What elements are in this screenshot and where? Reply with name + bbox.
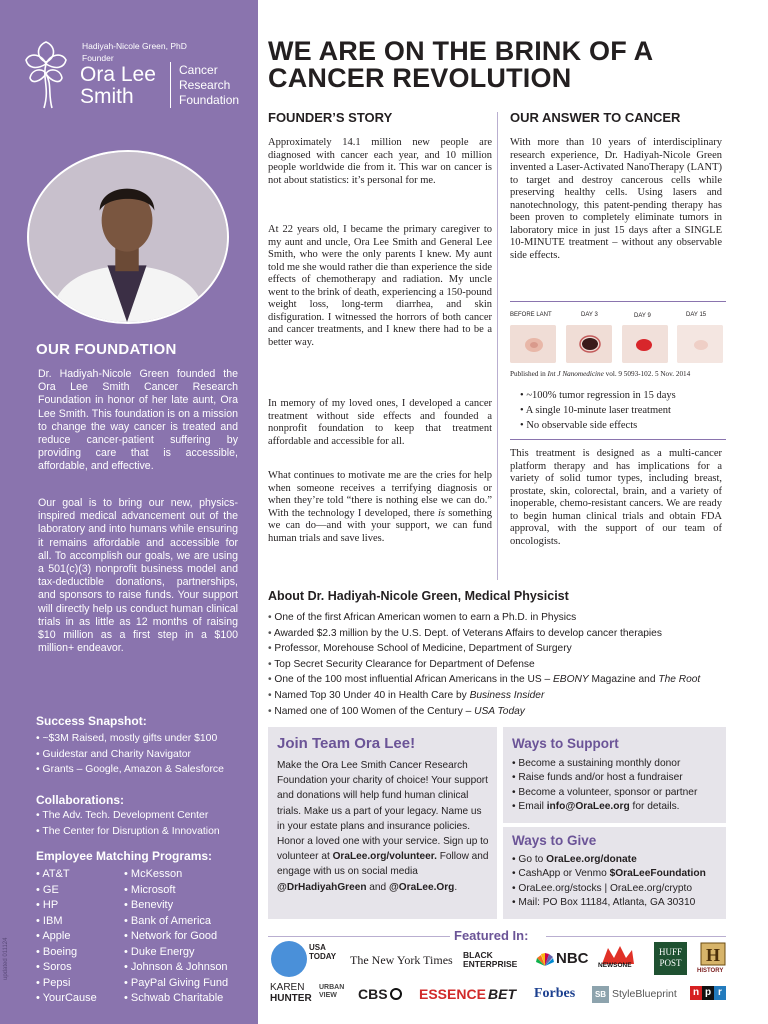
support-item: • Become a volunteer, sponsor or partner [512, 786, 697, 800]
cbs-eye-icon [390, 988, 402, 1000]
matching-item: • IBM [36, 914, 126, 930]
npr-letter-p: p [702, 986, 714, 1000]
photo-label-day15: DAY 15 [686, 312, 707, 318]
foundation-paragraph-2: Our goal is to bring our new, physics-inspired medical advancement out of the laboratory and into humans while ensuring it remains affordable and accessible for all. To accomplish our goals, we are using a 501(c)(3) nonprofit business model and tax-deductible donations, partnerships, and sponsors to raise funds. Your support will directly help us conduct human clinical trials in as little as 12 months of raising $10 million as a first step in a $100 million+ endeavor. [38, 497, 238, 655]
svg-text:H: H [705, 945, 721, 965]
publication-caption [510, 370, 690, 378]
founder-story-paragraph-2: At 22 years old, I became the primary caregiver to my aunt and uncle, Ora Lee Smith and General Lee Smith, who were the only parents I knew. My aunt told me she would rather die than experience the side effects of chemotherapy and radiation. My uncle went to the brink of death, experiencing a 150-pound weight loss, long-term diarrhea, and skin disfiguration. I witnessed the horrors of both cancer and cancer treatments, and I knew there had to be a better way. [268, 224, 492, 348]
matching-item: • HP [36, 898, 126, 914]
ways-give-list [512, 853, 706, 911]
results-list [520, 388, 676, 433]
result-item: • A single 10-minute laser treatment [520, 403, 676, 418]
bet-logo: BET [488, 986, 516, 1002]
give-item: • OraLee.org/stocks | OraLee.org/crypto [512, 882, 706, 896]
about-item: • Professor, Morehouse School of Medicine, Department of Surgery [268, 641, 700, 657]
ways-give-box [503, 827, 726, 919]
about-list [268, 610, 700, 719]
foundation-paragraph-1: Dr. Hadiyah-Nicole Green founded the Ora Lee Smith Cancer Research Foundation in honor of her late aunt, Ora Lee Smith. This foundation is on a mission to change the way cancer is treated and reduce cancer-patient suffering by providing care that is accessible, affordable, and effective. [38, 368, 238, 473]
cbs-logo [358, 986, 402, 1002]
caption-text-a: Published in [510, 370, 548, 378]
about-item7-text: Named one of 100 Women of the Century – [274, 705, 475, 717]
success-item: • ~$3M Raised, mostly gifts under $100 [36, 731, 251, 747]
support-email-link[interactable]: info@OraLee.org [546, 801, 630, 813]
ways-support-heading: Ways to Support [512, 736, 619, 751]
about-item: • Awarded $2.3 million by the U.S. Dept. of Veterans Affairs to develop cancer therapies [268, 626, 700, 642]
join-box [268, 727, 497, 919]
usa-today-word2: TODAY [309, 952, 337, 961]
success-item: • Guidestar and Charity Navigator [36, 747, 251, 763]
join-heading: Join Team Ora Lee! [277, 735, 416, 752]
usa-today-logo-text [309, 943, 336, 961]
black-enterprise-word2: ENTERPRISE [463, 959, 518, 969]
huffpost-word2: POST [659, 958, 682, 968]
founder-role: Founder [82, 53, 114, 63]
collaboration-item: • The Adv. Tech. Development Center [36, 808, 251, 824]
history-wordmark: HISTORY [697, 968, 724, 974]
matching-item: • PayPal Giving Fund [124, 976, 254, 992]
support-item: • Raise funds and/or host a fundraiser [512, 771, 697, 785]
about-item6-business-insider: Business Insider [469, 689, 545, 701]
nbc-peacock-icon [535, 952, 555, 968]
foundation-heading: OUR FOUNDATION [36, 341, 177, 358]
support-item [512, 800, 697, 814]
npr-letter-r: r [714, 986, 726, 1000]
about-item [268, 672, 700, 688]
history-logo [697, 941, 729, 975]
forbes-logo: Forbes [534, 986, 576, 1001]
collaborations-heading: Collaborations: [36, 793, 125, 807]
matching-item: • Soros [36, 960, 126, 976]
history-h-icon [697, 941, 729, 967]
ways-support-list [512, 757, 697, 815]
page-headline [268, 38, 758, 92]
about-item [268, 704, 700, 720]
photo-label-day9: DAY 9 [634, 313, 651, 319]
matching-item: • GE [36, 883, 126, 899]
join-text-b: Follow and engage with us on social media [277, 851, 489, 878]
nbc-logo: NBC [556, 950, 589, 967]
give-item1-text: Go to [518, 854, 547, 865]
headline-line2: CANCER REVOLUTION [268, 63, 572, 93]
karen-hunter-word2: HUNTER [270, 993, 312, 1004]
founder-story-heading: FOUNDER’S STORY [268, 110, 393, 125]
join-text-c: and [366, 881, 389, 893]
sidebar [0, 0, 258, 1024]
about-heading: About Dr. Hadiyah-Nicole Green, Medical Physicist [268, 589, 569, 603]
black-enterprise-word1: BLACK [463, 950, 493, 960]
success-heading: Success Snapshot: [36, 714, 147, 728]
karen-hunter-word1: KAREN [270, 982, 305, 993]
featured-rule-right [546, 936, 726, 937]
npr-letter-n: n [690, 986, 702, 1000]
founder-story-paragraph-4 [268, 470, 492, 545]
give-item [512, 867, 706, 881]
give-item [512, 853, 706, 867]
social-handle-org[interactable]: @OraLee.Org [388, 881, 455, 893]
karen-hunter-logo [270, 982, 312, 1004]
volunteer-link[interactable]: OraLee.org/volunteer. [332, 851, 437, 863]
matching-item: • Benevity [124, 898, 254, 914]
ways-give-heading: Ways to Give [512, 833, 597, 848]
about-item5-the-root: The Root [658, 674, 701, 686]
cashapp-handle[interactable]: $OraLeeFoundation [609, 868, 706, 880]
logo-founder-credit [82, 40, 187, 64]
matching-item: • Pepsi [36, 976, 126, 992]
matching-item: • Network for Good [124, 929, 254, 945]
photo-before-lant [510, 325, 556, 363]
about-item: • Top Secret Security Clearance for Department of Defense [268, 657, 700, 673]
success-list [36, 731, 251, 778]
social-handle-founder[interactable]: @DrHadiyahGreen [277, 881, 367, 893]
ways-support-box [503, 727, 726, 823]
matching-item: • McKesson [124, 867, 254, 883]
founder-story-paragraph-3: In memory of my loved ones, I developed a cancer treatment without side effects and founded a nonprofit foundation to keep that treatment affordable and accessible for all. [268, 398, 492, 447]
caption-journal: Int J Nanomedicine [547, 370, 604, 378]
founder-story-paragraph-1: Approximately 14.1 million new people are diagnosed with cancer each year, and 10 million people worldwide die from it. This war on cancer is not about statistics: it’s personal for me. [268, 137, 492, 186]
answer-paragraph-2: This treatment is designed as a multi-cancer platform therapy and has implications for a variety of solid tumor types, including breast, prostate, skin, colorectal, brain, and a variety of inoperable, chemo-resistant cancers. We are ready to begin human clinical trials and obtain FDA approval, with the support of our team of oncologists. [510, 448, 722, 547]
support-item: • Become a sustaining monthly donor [512, 757, 697, 771]
answer-rule-top [510, 301, 726, 302]
support-email-text-b: for details. [629, 801, 680, 813]
black-enterprise-logo [463, 951, 517, 969]
about-item7-usa-today: USA Today [474, 705, 525, 717]
nyt-logo: The New York Times [350, 953, 453, 967]
matching-list-col2 [124, 867, 254, 1007]
updated-note: updated 011124 [3, 937, 9, 980]
usa-today-logo-icon [271, 941, 307, 977]
portrait-illustration [29, 152, 227, 322]
cbs-wordmark: CBS [358, 986, 388, 1002]
essence-logo: ESSENCE [419, 986, 486, 1002]
urban-view-word1: URBAN [319, 984, 345, 991]
newsone-wordmark: NEWSONE [598, 962, 632, 969]
matching-item: • Johnson & Johnson [124, 960, 254, 976]
photo-label-before: BEFORE LANT [510, 312, 552, 318]
about-item5-text-a: One of the 100 most influential African Americans in the US – [274, 674, 554, 686]
logo-name-line1: Ora Lee [80, 63, 156, 86]
support-email-text-a: Email [518, 801, 547, 813]
give-item: • Mail: PO Box 11184, Atlanta, GA 30310 [512, 896, 706, 910]
matching-item: • Duke Energy [124, 945, 254, 961]
logo-sub-line2: Research [179, 78, 231, 92]
give-item2-text: CashApp or Venmo [518, 868, 610, 880]
result-item: • No observable side effects [520, 418, 676, 433]
photo-label-day3: DAY 3 [581, 312, 598, 318]
matching-item: • Bank of America [124, 914, 254, 930]
about-item6-text: Named Top 30 Under 40 in Health Care by [274, 689, 470, 701]
huffpost-word1: HUFF [658, 947, 682, 957]
success-item: • Grants – Google, Amazon & Salesforce [36, 762, 251, 778]
matching-list-col1 [36, 867, 126, 1007]
matching-heading: Employee Matching Programs: [36, 849, 213, 863]
matching-item: • AT&T [36, 867, 126, 883]
usa-today-word1: USA [309, 943, 326, 952]
urban-view-logo [319, 984, 344, 1000]
npr-logo [690, 986, 726, 1000]
logo-wordmark [80, 64, 156, 108]
styleblueprint-mark-icon: SB [592, 986, 609, 1003]
styleblueprint-logo: StyleBlueprint [612, 988, 677, 1000]
answer-rule-bottom [510, 439, 726, 440]
featured-heading: Featured In: [454, 928, 529, 943]
answer-heading: OUR ANSWER TO CANCER [510, 110, 681, 125]
logo-name-line2: Smith [80, 85, 134, 108]
join-text-a: Make the Ora Lee Smith Cancer Research Foundation your charity of choice! Your support and donations will help fund human clinical trials. Make us a part of your legacy. Name us in your estate plans and insurance policies. Honor a loved one with your service. Sign up to volunteer at [277, 760, 489, 863]
para4-text-b: something we can do—and with your support, we can fund human trials and save lives. [268, 507, 493, 544]
matching-item: • Apple [36, 929, 126, 945]
caption-text-b: vol. 9 5093-102. 5 Nov. 2014 [603, 370, 691, 378]
founder-portrait [27, 150, 229, 324]
headline-line1: WE ARE ON THE BRINK OF A [268, 36, 654, 66]
matching-item: • Schwab Charitable [124, 991, 254, 1007]
photo-day15 [677, 325, 723, 363]
answer-paragraph-1: With more than 10 years of interdisciplinary research experience, Dr. Hadiyah-Nicole Green invented a Laser-Activated NanoTherapy (LANT) to target and destroy cancerous cells while preserving healthy cells. Using lasers and nanotechnology, this patent-pending therapy has been proven to completely eliminate tumors in laboratory mice in just 15 days after a SINGLE 10-MINUTE treatment – without any observable side effects. [510, 137, 722, 261]
about-item5-text-b: Magazine and [588, 674, 659, 686]
photo-day3 [566, 325, 612, 363]
matching-item: • Boeing [36, 945, 126, 961]
urban-view-word2: VIEW [319, 992, 337, 999]
about-item: • One of the first African American women to earn a Ph.D. in Physics [268, 610, 700, 626]
logo-subtitle [179, 63, 239, 108]
newsone-logo [598, 944, 638, 972]
para4-emphasis: is [437, 507, 445, 519]
logo-sub-line3: Foundation [179, 93, 240, 107]
photo-day9 [622, 325, 668, 363]
logo-divider [170, 62, 171, 108]
donate-link[interactable]: OraLee.org/donate [546, 854, 637, 865]
huffpost-logo [654, 942, 687, 975]
founder-name: Hadiyah-Nicole Green, PhD [82, 41, 187, 51]
floral-logo-icon [22, 38, 70, 110]
para4-text-a: What continues to motivate me are the cries for help when someone receives a terrifying diagnosis or when they’re told “there is nothing else we can do.” With the technology I developed, there [268, 470, 492, 519]
column-divider [497, 112, 498, 580]
join-text-d: . [454, 881, 458, 893]
logo-sub-line1: Cancer [179, 63, 218, 77]
featured-rule-left [268, 936, 450, 937]
about-item5-ebony: EBONY [553, 674, 589, 686]
about-item [268, 688, 700, 704]
collaboration-item: • The Center for Disruption & Innovation [36, 824, 251, 840]
matching-item: • Microsoft [124, 883, 254, 899]
matching-item: • YourCause [36, 991, 126, 1007]
result-item: • ~100% tumor regression in 15 days [520, 388, 676, 403]
collaborations-list [36, 808, 251, 839]
join-text [277, 758, 491, 895]
